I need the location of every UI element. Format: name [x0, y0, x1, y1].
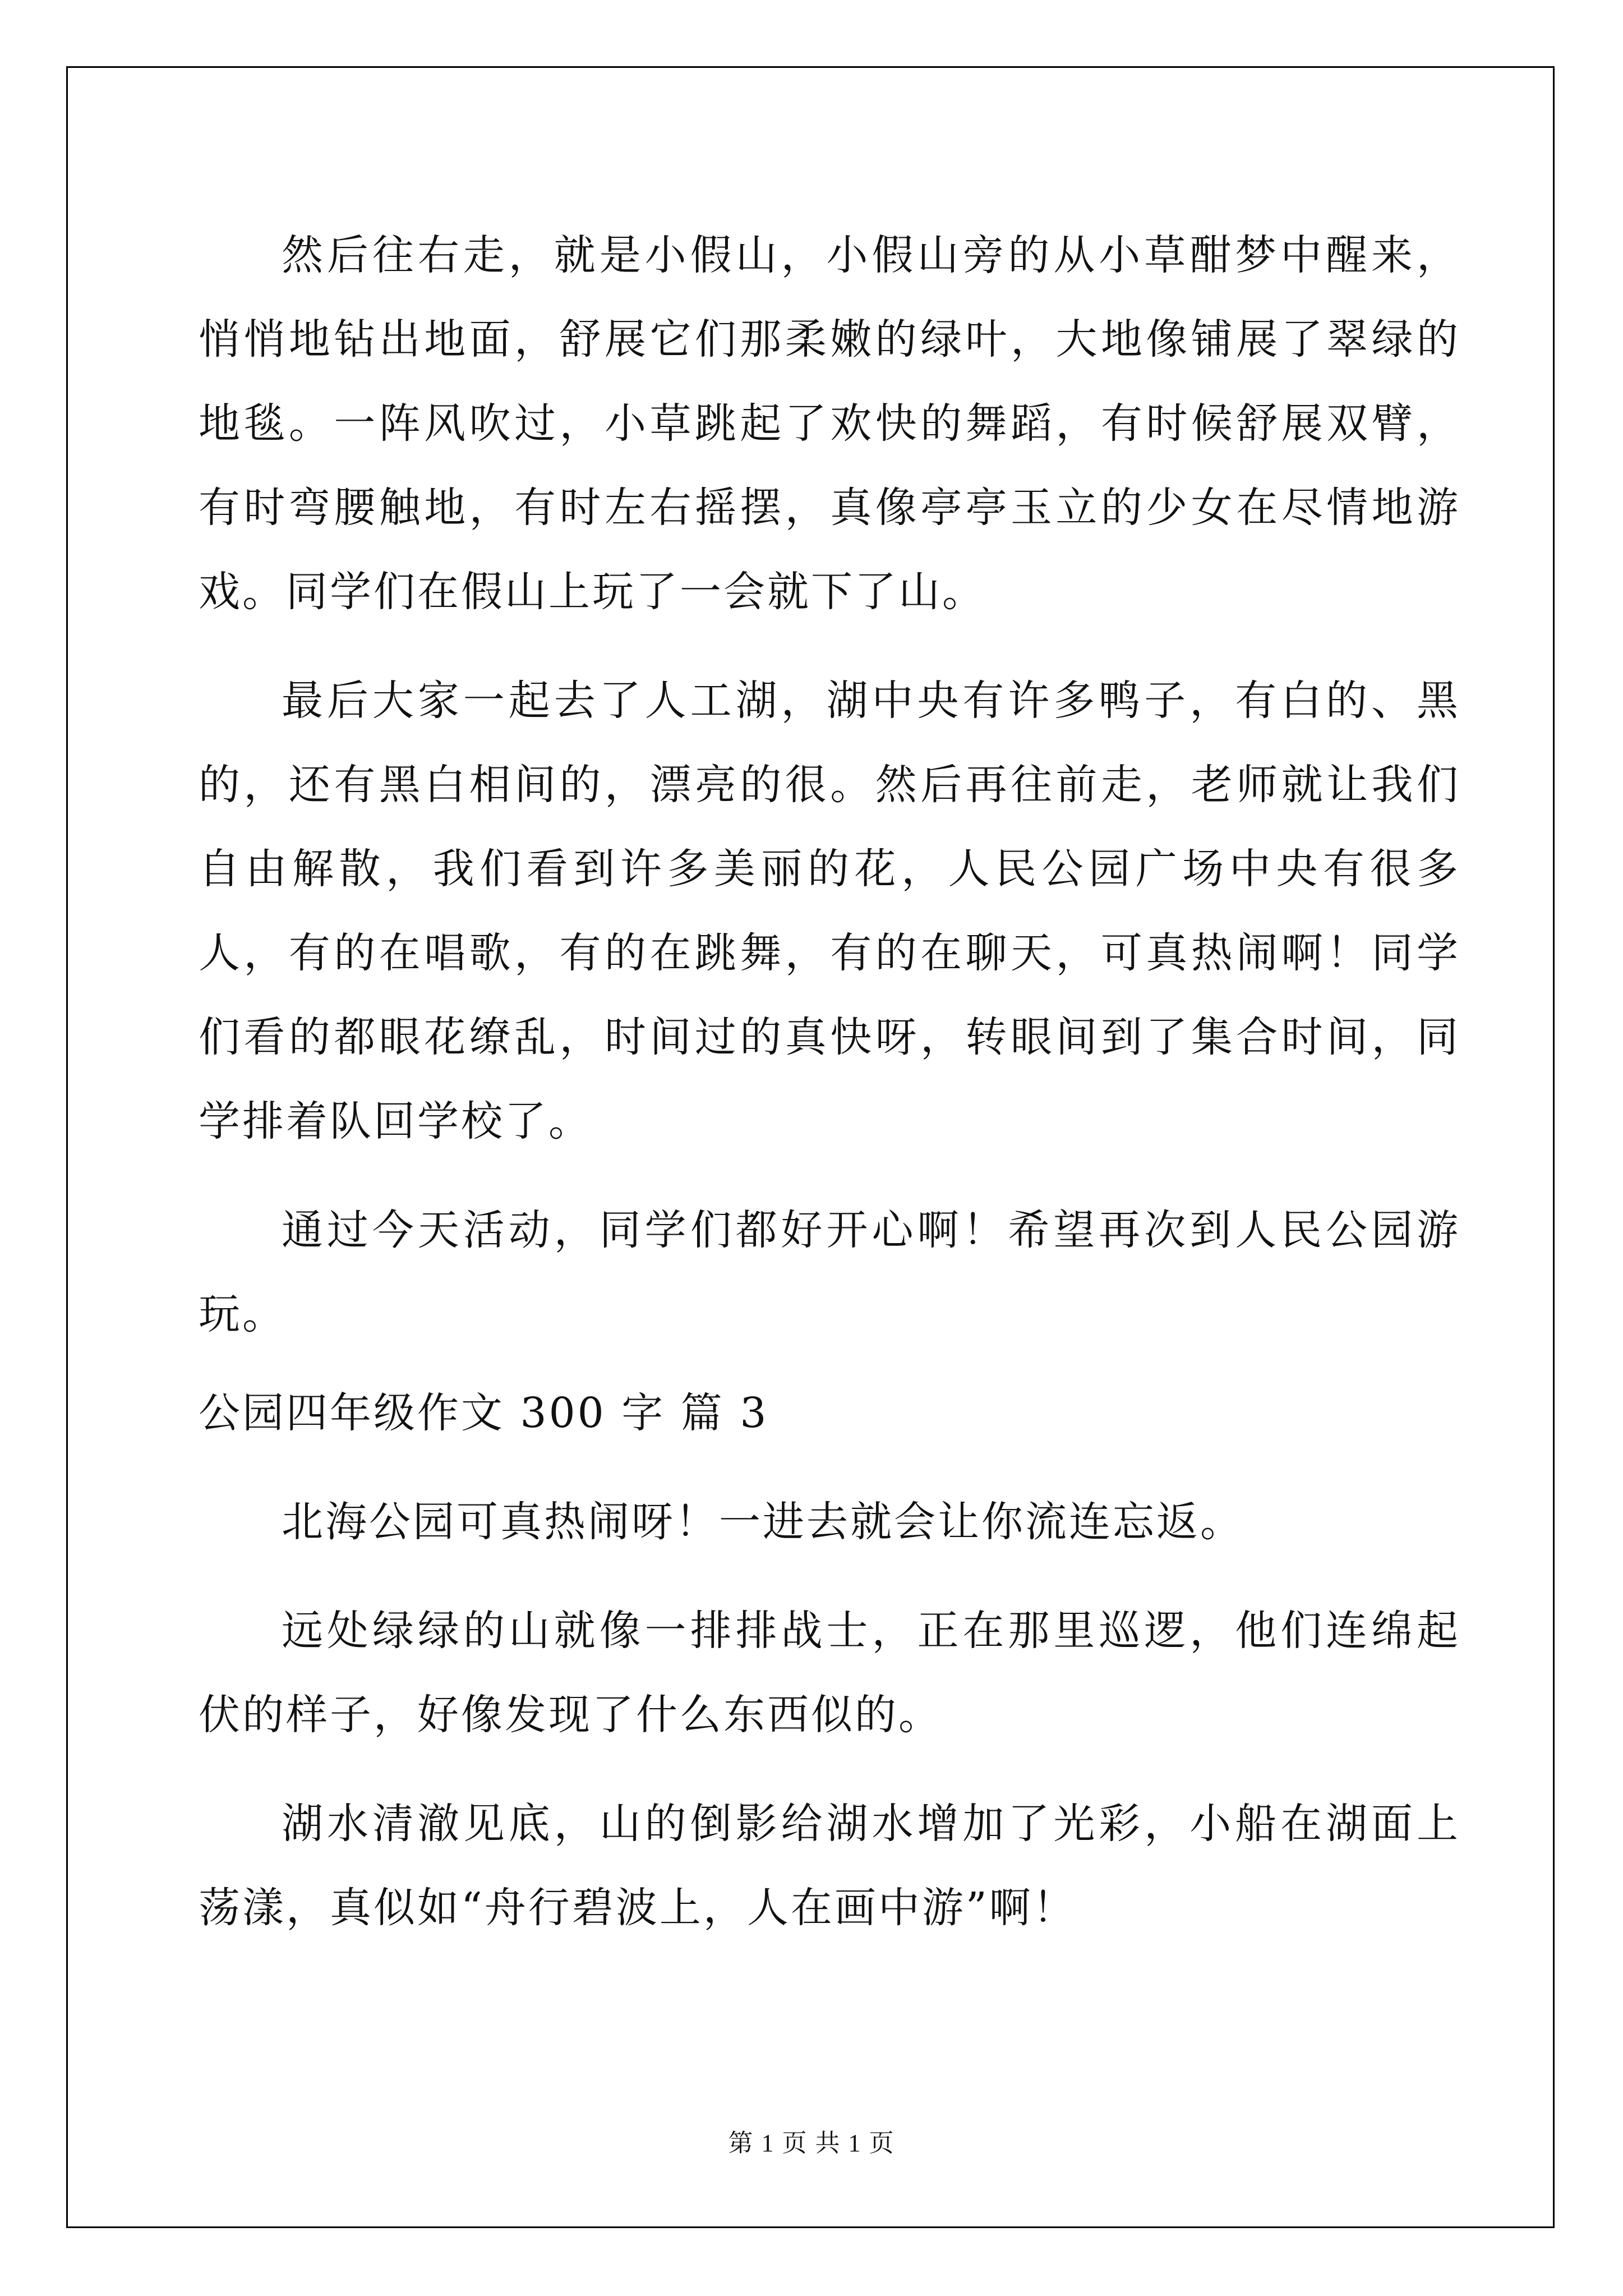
- document-body: [199, 213, 1460, 1975]
- section-heading: 公园四年级作文 300 字 篇 3: [199, 1389, 769, 1437]
- paragraph: 北海公园可真热闹呀！一进去就会让你流连忘返。: [282, 1498, 1244, 1546]
- paragraph: 通过今天活动，同学们都好开心啊！希望再次到人民公园游玩。: [199, 1206, 1460, 1338]
- page-number-footer: 第 1 页 共 1 页: [728, 2129, 895, 2157]
- paragraph: 湖水清澈见底，山的倒影给湖水增加了光彩，小船在湖面上荡漾，真似如“舟行碧波上，人在画中游”啊！: [199, 1800, 1460, 1932]
- paragraph: 然后往右走，就是小假山，小假山旁的从小草酣梦中醒来，悄悄地钻出地面，舒展它们那柔嫩的绿叶，大地像铺展了翠绿的地毯。一阵风吹过，小草跳起了欢快的舞蹈，有时候舒展双臂，有时弯腰触地，有时左右摇摆，真像亭亭玉立的少女在尽情地游戏。同学们在假山上玩了一会就下了山。: [199, 231, 1460, 616]
- paragraph: 远处绿绿的山就像一排排战士，正在那里巡逻，他们连绵起伏的样子，好像发现了什么东西似的。: [199, 1607, 1460, 1739]
- paragraph: 最后大家一起去了人工湖，湖中央有许多鸭子，有白的、黑的，还有黑白相间的，漂亮的很。然后再往前走，老师就让我们自由解散，我们看到许多美丽的花，人民公园广场中央有很多人，有的在唱歌，有的在跳舞，有的在聊天，可真热闹啊！同学们看的都眼花缭乱，时间过的真快呀，转眼间到了集合时间，同学排着队回学校了。: [199, 677, 1460, 1145]
